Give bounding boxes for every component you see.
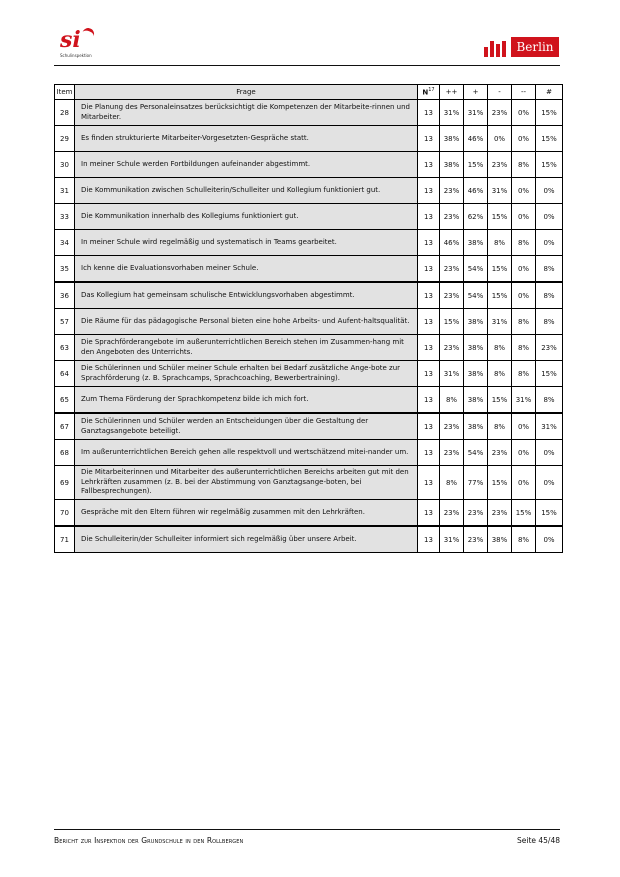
table-row — [55, 309, 563, 335]
value-positive: 77% — [464, 466, 488, 500]
question-text: Zum Thema Förderung der Sprachkompetenz bilde ich mich fort. — [75, 387, 418, 414]
value-negative: 15% — [488, 204, 512, 230]
question-text: Die Schülerinnen und Schüler werden an Entscheidungen über die Gestaltung der Ganztagsangebote beteiligt. — [75, 413, 418, 440]
table-row — [55, 230, 563, 256]
value-negative: 15% — [488, 466, 512, 500]
value-positive: 54% — [464, 256, 488, 283]
value-negative: 8% — [488, 335, 512, 361]
item-number: 65 — [55, 387, 75, 414]
value-very-positive: 15% — [440, 309, 464, 335]
value-no-answer: 15% — [536, 500, 563, 527]
value-negative: 23% — [488, 100, 512, 126]
value-very-negative: 0% — [512, 178, 536, 204]
survey-results-table — [54, 84, 563, 553]
value-very-positive: 38% — [440, 152, 464, 178]
col-header-no-answer: # — [536, 85, 563, 100]
table-row — [55, 126, 563, 152]
value-no-answer: 23% — [536, 335, 563, 361]
value-very-positive: 23% — [440, 413, 464, 440]
value-very-negative: 0% — [512, 440, 536, 466]
item-number: 34 — [55, 230, 75, 256]
page-number: Seite 45/48 — [516, 836, 560, 845]
item-number: 63 — [55, 335, 75, 361]
value-positive: 62% — [464, 204, 488, 230]
value-no-answer: 8% — [536, 256, 563, 283]
value-positive: 38% — [464, 361, 488, 387]
table-row — [55, 100, 563, 126]
value-very-negative: 8% — [512, 230, 536, 256]
item-number: 70 — [55, 500, 75, 527]
table-row — [55, 466, 563, 500]
value-n: 13 — [418, 204, 440, 230]
value-very-positive: 23% — [440, 335, 464, 361]
value-negative: 8% — [488, 230, 512, 256]
value-n: 13 — [418, 309, 440, 335]
question-text: Gespräche mit den Eltern führen wir regelmäßig zusammen mit den Lehrkräften. — [75, 500, 418, 527]
value-positive: 38% — [464, 413, 488, 440]
value-no-answer: 0% — [536, 466, 563, 500]
question-text: Die Sprachförderangebote im außerunterrichtlichen Bereich stehen im Zusammen-hang mit den Angeboten des Unterrichts. — [75, 335, 418, 361]
value-no-answer: 0% — [536, 526, 563, 553]
value-very-negative: 8% — [512, 152, 536, 178]
value-no-answer: 0% — [536, 440, 563, 466]
value-n: 13 — [418, 282, 440, 309]
item-number: 29 — [55, 126, 75, 152]
value-very-negative: 8% — [512, 526, 536, 553]
value-n: 13 — [418, 440, 440, 466]
value-no-answer: 0% — [536, 230, 563, 256]
value-very-negative: 0% — [512, 126, 536, 152]
value-very-positive: 8% — [440, 387, 464, 414]
question-text: Ich kenne die Evaluationsvorhaben meiner Schule. — [75, 256, 418, 283]
page-header — [0, 0, 620, 70]
table-row — [55, 256, 563, 283]
question-text: Die Kommunikation innerhalb des Kollegiums funktioniert gut. — [75, 204, 418, 230]
item-number: 36 — [55, 282, 75, 309]
value-positive: 15% — [464, 152, 488, 178]
value-very-negative: 0% — [512, 413, 536, 440]
item-number: 30 — [55, 152, 75, 178]
value-very-negative: 8% — [512, 361, 536, 387]
value-very-positive: 31% — [440, 526, 464, 553]
col-header-item: Item — [55, 85, 75, 100]
question-text: Im außerunterrichtlichen Bereich gehen alle respektvoll und wertschätzend mitei-nander um. — [75, 440, 418, 466]
col-header-n: $N^{17}$ — [418, 85, 440, 100]
question-text: Die Schülerinnen und Schüler meiner Schule erhalten bei Bedarf zusätzliche Ange-bote zur Sprachförderung (z. B. Sprachcamps, Sprachcoaching, Bewerbertraining). — [75, 361, 418, 387]
value-negative: 31% — [488, 178, 512, 204]
value-n: 13 — [418, 361, 440, 387]
table-row — [55, 526, 563, 553]
value-positive: 31% — [464, 100, 488, 126]
value-negative: 38% — [488, 526, 512, 553]
value-positive: 46% — [464, 178, 488, 204]
value-no-answer: 15% — [536, 100, 563, 126]
footnote-ref: 17 — [428, 87, 435, 94]
item-number: 67 — [55, 413, 75, 440]
value-very-positive: 8% — [440, 466, 464, 500]
value-no-answer: 15% — [536, 361, 563, 387]
value-n: 13 — [418, 335, 440, 361]
question-text: Die Planung des Personaleinsatzes berücksichtigt die Kompetenzen der Mitarbeite-rinnen und Mitarbeiter. — [75, 100, 418, 126]
value-negative: 8% — [488, 361, 512, 387]
footer-divider — [54, 829, 560, 830]
value-very-negative: 8% — [512, 309, 536, 335]
table-row — [55, 413, 563, 440]
value-n: 13 — [418, 230, 440, 256]
item-number: 69 — [55, 466, 75, 500]
footer-report-title: Bericht zur Inspektion der Grundschule in den Rollbergen — [54, 836, 244, 845]
value-n: 13 — [418, 526, 440, 553]
item-number: 31 — [55, 178, 75, 204]
value-very-positive: 31% — [440, 100, 464, 126]
value-very-positive: 23% — [440, 282, 464, 309]
value-positive: 38% — [464, 230, 488, 256]
value-negative: 15% — [488, 387, 512, 414]
brandenburg-gate-icon — [484, 41, 510, 57]
value-negative: 23% — [488, 440, 512, 466]
value-negative: 0% — [488, 126, 512, 152]
value-no-answer: 31% — [536, 413, 563, 440]
value-n: 13 — [418, 126, 440, 152]
item-number: 35 — [55, 256, 75, 283]
value-n: 13 — [418, 178, 440, 204]
col-header-very-positive: ++ — [440, 85, 464, 100]
value-very-negative: 0% — [512, 100, 536, 126]
question-text: Die Räume für das pädagogische Personal bieten eine hohe Arbeits- und Aufent-haltsqualität. — [75, 309, 418, 335]
value-no-answer: 15% — [536, 152, 563, 178]
value-positive: 23% — [464, 500, 488, 527]
value-no-answer: 15% — [536, 126, 563, 152]
value-negative: 23% — [488, 500, 512, 527]
value-very-positive: 23% — [440, 500, 464, 527]
table-row — [55, 335, 563, 361]
value-very-negative: 8% — [512, 335, 536, 361]
value-negative: 23% — [488, 152, 512, 178]
item-number: 57 — [55, 309, 75, 335]
question-text: Die Mitarbeiterinnen und Mitarbeiter des außerunterrichtlichen Bereichs arbeiten gut mit den Lehrkräften zusammen (z. B. bei der Abstimmung von Ganztagsange-boten, bei Fallbesprechungen). — [75, 466, 418, 500]
question-text: In meiner Schule wird regelmäßig und systematisch in Teams gearbeitet. — [75, 230, 418, 256]
value-positive: 23% — [464, 526, 488, 553]
si-logo-mark: si — [60, 27, 81, 53]
value-no-answer: 0% — [536, 178, 563, 204]
value-no-answer: 8% — [536, 282, 563, 309]
value-negative: 31% — [488, 309, 512, 335]
value-n: 13 — [418, 100, 440, 126]
table-header-row — [55, 85, 563, 100]
table-row — [55, 500, 563, 527]
value-n: 13 — [418, 387, 440, 414]
value-very-negative: 0% — [512, 256, 536, 283]
si-logo-subtitle: Schulinspektion — [60, 53, 92, 58]
item-number: 28 — [55, 100, 75, 126]
berlin-logo — [484, 37, 560, 57]
col-header-question: Frage — [75, 85, 418, 100]
value-positive: 46% — [464, 126, 488, 152]
question-text: Die Schulleiterin/der Schulleiter informiert sich regelmäßig über unsere Arbeit. — [75, 526, 418, 553]
schulinspektion-logo — [60, 28, 100, 62]
value-very-positive: 23% — [440, 440, 464, 466]
item-number: 68 — [55, 440, 75, 466]
value-no-answer: 8% — [536, 309, 563, 335]
item-number: 71 — [55, 526, 75, 553]
item-number: 64 — [55, 361, 75, 387]
table-row — [55, 440, 563, 466]
value-very-negative: 0% — [512, 466, 536, 500]
value-negative: 15% — [488, 256, 512, 283]
table-row — [55, 387, 563, 414]
value-n: 13 — [418, 413, 440, 440]
table-row — [55, 204, 563, 230]
item-number: 33 — [55, 204, 75, 230]
value-very-negative: 31% — [512, 387, 536, 414]
col-header-negative: - — [488, 85, 512, 100]
value-n: 13 — [418, 152, 440, 178]
value-very-negative: 0% — [512, 282, 536, 309]
value-no-answer: 8% — [536, 387, 563, 414]
value-very-positive: 31% — [440, 361, 464, 387]
question-text: In meiner Schule werden Fortbildungen aufeinander abgestimmt. — [75, 152, 418, 178]
value-no-answer: 0% — [536, 204, 563, 230]
value-very-positive: 23% — [440, 256, 464, 283]
value-very-positive: 46% — [440, 230, 464, 256]
value-positive: 54% — [464, 282, 488, 309]
value-very-negative: 0% — [512, 204, 536, 230]
value-n: 13 — [418, 466, 440, 500]
value-very-positive: 23% — [440, 178, 464, 204]
question-text: Es finden strukturierte Mitarbeiter-Vorgesetzten-Gespräche statt. — [75, 126, 418, 152]
col-header-very-negative: -- — [512, 85, 536, 100]
question-text: Das Kollegium hat gemeinsam schulische Entwicklungsvorhaben abgestimmt. — [75, 282, 418, 309]
table-row — [55, 178, 563, 204]
value-positive: 38% — [464, 335, 488, 361]
value-negative: 8% — [488, 413, 512, 440]
value-very-negative: 15% — [512, 500, 536, 527]
value-very-positive: 38% — [440, 126, 464, 152]
value-negative: 15% — [488, 282, 512, 309]
value-very-positive: 23% — [440, 204, 464, 230]
table-row — [55, 361, 563, 387]
table-row — [55, 152, 563, 178]
value-n: 13 — [418, 500, 440, 527]
value-n: 13 — [418, 256, 440, 283]
value-positive: 38% — [464, 309, 488, 335]
col-header-positive: + — [464, 85, 488, 100]
question-text: Die Kommunikation zwischen Schulleiterin/Schulleiter und Kollegium funktioniert gut. — [75, 178, 418, 204]
value-positive: 38% — [464, 387, 488, 414]
berlin-wordmark: Berlin — [511, 37, 559, 57]
header-divider — [54, 65, 560, 66]
table-row — [55, 282, 563, 309]
value-positive: 54% — [464, 440, 488, 466]
